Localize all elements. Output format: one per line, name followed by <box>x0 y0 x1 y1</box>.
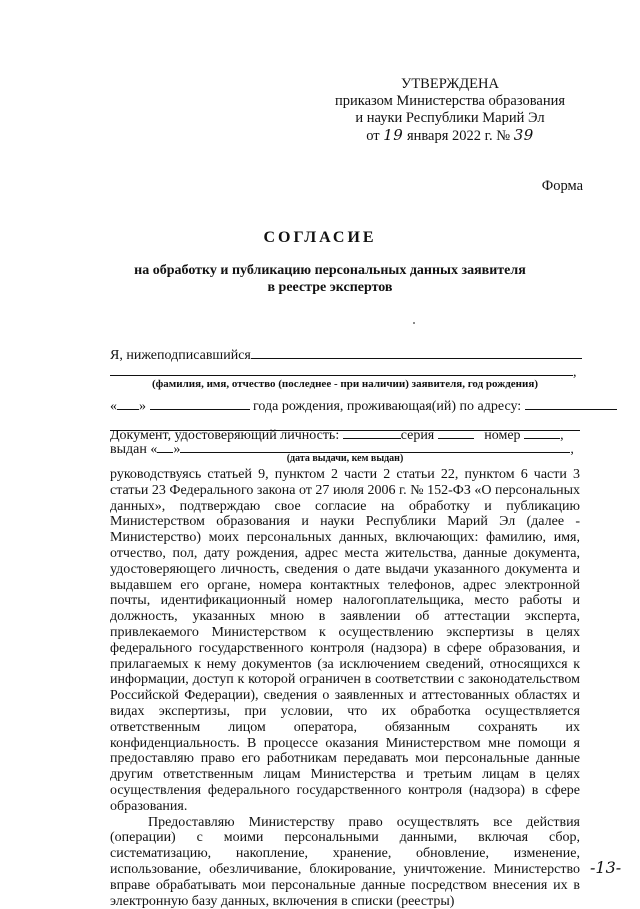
number-label: номер <box>484 428 521 443</box>
consent-body <box>110 467 580 909</box>
fio-comma: , <box>573 365 577 380</box>
approved-ministry-line: и науки Республики Марий Эл <box>355 110 545 126</box>
issued-quote-close: » <box>173 442 181 457</box>
quote-open: « <box>110 399 117 414</box>
order-number-handwritten: 39 <box>513 126 534 144</box>
date-day-handwritten: 19 <box>383 126 404 144</box>
consent-paragraph-2: Предоставляю Министерству право осуществлять все действия (операции) с моими персональными данными, включая сбор, систематизацию, накопление, хранение, обновление, изменение, использование, обезличивание, блокирование, уничтожение. Министерство вправе обрабатывать мои персональные данные посредством внесения их в электронную базу данных, включения в списки (реестры) <box>110 814 580 909</box>
series-label: серия <box>400 428 435 443</box>
document-subtitle <box>60 262 600 296</box>
quote-close: » <box>139 399 146 414</box>
series-blank[interactable] <box>438 426 474 439</box>
document-comma: , <box>560 428 564 443</box>
consent-paragraph-1: руководствуясь статьей 9, пунктом 2 части 2 статьи 22, пунктом 6 части 3 статьи 23 Федерального закона от 27 июля 2006 г. № 152-ФЗ «О персональных данных», подтверждаю свое согласие на обработку и публикацию Министерством образования и науки Республики Марий Эл (далее - Министерство) моих персональных данных, включающих: фамилию, имя, отчество, пол, дату рождения, адрес места жительства, данные документа, удостоверяющего личность, сведения о дате выдачи указанного документа и выдавшем его органе, номера контактных телефонов, адрес электронной почты, идентификационный номер налогоплательщика, место работы и должность, указанных мною в заявлении об аттестации эксперта, привлекаемого Министерством к осуществлению экспертизы в целях федерального государственного контроля (надзора) в сфере образования, и прилагаемых к нему документов (за исключением сведений, относящихся к информации, доступ к которой ограничен в соответствии с законодательством Российской Федерации), сведения о заявленных и аттестованных областях и видах экспертизы, при условии, что их обработка осуществляется ответственным лицом оператора, обязанным сохранять их конфиденциальность. В процессе оказания Министерством мне помощи я предоставляю право его работникам передавать мои персональные данные другим ответственным лицам Министерства и третьим лицам в целях осуществления федерального государственного контроля (надзора) в сфере образования. <box>110 467 580 814</box>
undersigned-line <box>110 346 580 364</box>
approved-heading: УТВЕРЖДЕНА <box>401 76 499 92</box>
birth-day-blank[interactable] <box>117 397 139 410</box>
number-blank[interactable] <box>524 426 560 439</box>
date-prefix: от <box>366 128 380 144</box>
fio-note: (фамилия, имя, отчество (последнее - при наличии) заявителя, год рождения) <box>152 378 538 390</box>
document-type-blank[interactable] <box>343 426 401 439</box>
issued-label: выдан « <box>110 442 158 457</box>
date-rest: января 2022 г. № <box>406 128 511 144</box>
issued-by-blank[interactable] <box>180 440 570 453</box>
fio-blank-2[interactable] <box>110 363 573 376</box>
form-label: Форма <box>541 178 583 194</box>
issued-comma: , <box>570 442 574 457</box>
subtitle-line-2: в реестре экспертов <box>267 280 393 295</box>
issued-note: (дата выдачи, кем выдан) <box>286 453 404 464</box>
approved-date-line <box>300 127 600 145</box>
fio-blank[interactable] <box>251 346 582 359</box>
document-title: СОГЛАСИЕ <box>263 229 377 246</box>
approved-order-line: приказом Министерства образования <box>334 93 566 109</box>
approval-stamp <box>300 76 600 145</box>
undersigned-label: Я, нижеподписавшийся <box>110 348 251 363</box>
document-label: Документ, удостоверяющий личность: <box>110 428 340 443</box>
address-blank[interactable] <box>525 397 617 410</box>
issued-day-blank[interactable] <box>157 440 173 453</box>
birth-month-blank[interactable] <box>150 397 250 410</box>
subtitle-line-1: на обработку и публикацию персональных данных заявителя <box>134 263 526 278</box>
birth-address-line <box>110 397 580 415</box>
page-number-handwritten: -13- <box>590 858 622 877</box>
scan-speck <box>413 322 415 324</box>
birth-address-label: года рождения, проживающая(ий) по адресу: <box>253 399 522 414</box>
